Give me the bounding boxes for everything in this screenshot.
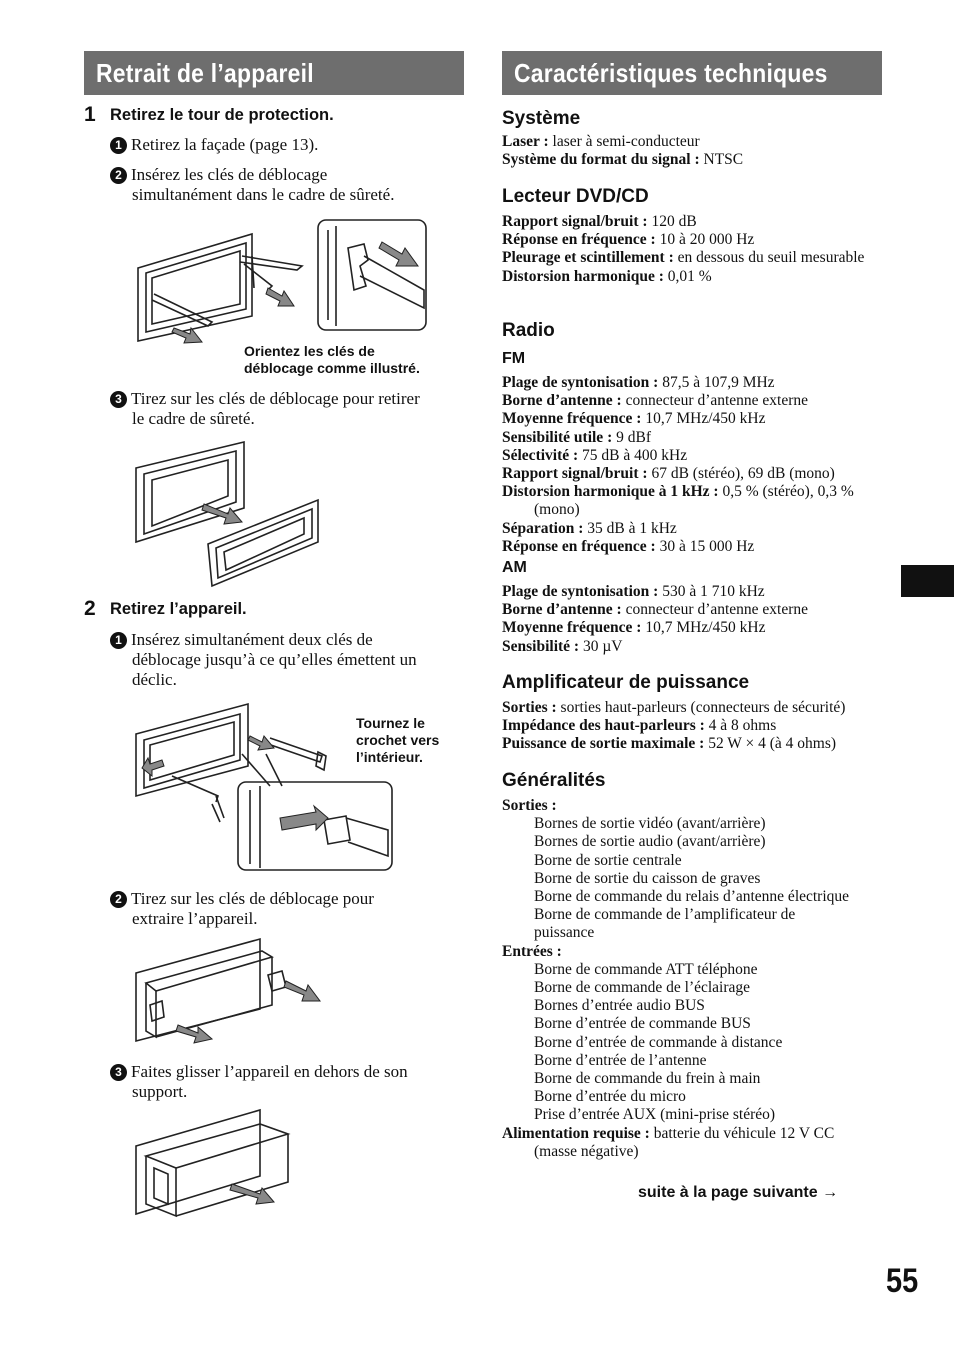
circled-number-1: 1 <box>110 632 127 649</box>
right-arrow-icon: → <box>822 1184 839 1201</box>
spec-ampli: Sorties : sorties haut-parleurs (connecteurs de sécurité) Impédance des haut-parleurs : 4 à 8 ohms Puissance de sortie maximale : 52 W × 4 (à 4 ohms) <box>502 699 846 753</box>
spec-systeme: Laser : laser à semi-conducteur Système du format du signal : NTSC <box>502 133 744 169</box>
spec-fm: Plage de syntonisation : 87,5 à 107,9 MHz Borne d’antenne : connecteur d’antenne externe Moyenne fréquence : 10,7 MHz/450 kHz Sensibilité utile : 9 dBf Sélectivité : 75 dB à 400 kHz Rapport signal/bruit : 67 dB (stéréo), 69 dB (mono) Distorsion harmonique à 1 kHz : 0,5 % (stéréo), 0,3 % (mono) Séparation : 35 dB à 1 kHz Réponse en fréquence : 30 à 15 000 Hz <box>502 374 854 555</box>
figure-1-caption: Orientez les clés de déblocage comme illustré. <box>244 343 420 376</box>
heading-fm: FM <box>502 350 526 367</box>
step-1-number: 1 <box>84 103 96 126</box>
page-number: 55 <box>886 1262 919 1300</box>
step-1-title: Retirez le tour de protection. <box>110 106 334 124</box>
heading-systeme: Système <box>502 108 581 129</box>
next-page-note: suite à la page suivante → <box>638 1184 839 1201</box>
heading-lecteur-dvd-cd: Lecteur DVD/CD <box>502 186 649 207</box>
circled-number-2: 2 <box>110 891 127 908</box>
figure-insert-keys <box>132 216 432 350</box>
circled-number-1: 1 <box>110 137 127 154</box>
heading-radio: Radio <box>502 320 555 341</box>
step-2-item-1: 1 Insérez simultanément deux clés de déblocage jusqu’à ce qu’elles émettent un déclic. <box>110 630 465 690</box>
circled-number-3: 3 <box>110 391 127 408</box>
right-section-banner <box>502 51 882 95</box>
figure-slide-unit-out <box>132 1106 292 1220</box>
figure-remove-frame <box>132 438 328 588</box>
step-2-number: 2 <box>84 597 96 620</box>
left-section-banner <box>84 51 464 95</box>
step-2-title: Retirez l’appareil. <box>110 600 247 618</box>
left-section-title: Retrait de l’appareil <box>96 58 314 88</box>
figure-extract-unit <box>132 935 326 1045</box>
chapter-tab-marker <box>901 565 954 597</box>
right-section-title: Caractéristiques techniques <box>514 58 828 88</box>
heading-generalites: Généralités <box>502 770 606 791</box>
step-1-item-1: 1 Retirez la façade (page 13). <box>110 135 465 155</box>
circled-number-3: 3 <box>110 1064 127 1081</box>
spec-dvd: Rapport signal/bruit : 120 dB Réponse en fréquence : 10 à 20 000 Hz Pleurage et scintillement : en dessous du seuil mesurable Distorsion harmonique : 0,01 % <box>502 213 865 285</box>
step-1-item-3: 3 Tirez sur les clés de déblocage pour retirer le cadre de sûreté. <box>110 389 465 429</box>
step-1-item-2: 2 Insérez les clés de déblocage simultanément dans le cadre de sûreté. <box>110 165 465 205</box>
step-2-item-2: 2 Tirez sur les clés de déblocage pour extraire l’appareil. <box>110 889 465 929</box>
figure-3-caption: Tournez le crochet vers l’intérieur. <box>356 715 440 765</box>
heading-am: AM <box>502 559 527 576</box>
spec-generalites: Sorties : Bornes de sortie vidéo (avant/arrière) Bornes de sortie audio (avant/arrière) Borne de sortie centrale Borne de sortie du caisson de graves Borne de commande du relais d’antenne électrique Borne de commande de l’amplificateur de puissance Entrées : Borne de commande ATT téléphone Borne de commande de l’éclairage Bornes d’entrée audio BUS Borne d’entrée de commande BUS Borne d’entrée de commande à distance Borne d’entrée de l’antenne Borne de commande du frein à main Borne d’entrée du micro Prise d’entrée AUX (mini-prise stéréo) Alimentation requise : batterie du véhicule 12 V CC (masse négative) <box>502 797 850 1160</box>
spec-am: Plage de syntonisation : 530 à 1 710 kHz Borne d’antenne : connecteur d’antenne externe Moyenne fréquence : 10,7 MHz/450 kHz Sensibilité : 30 µV <box>502 583 809 655</box>
step-2-item-3: 3 Faites glisser l’appareil en dehors de son support. <box>110 1062 465 1102</box>
circled-number-2: 2 <box>110 167 127 184</box>
heading-amplificateur: Amplificateur de puissance <box>502 672 750 693</box>
